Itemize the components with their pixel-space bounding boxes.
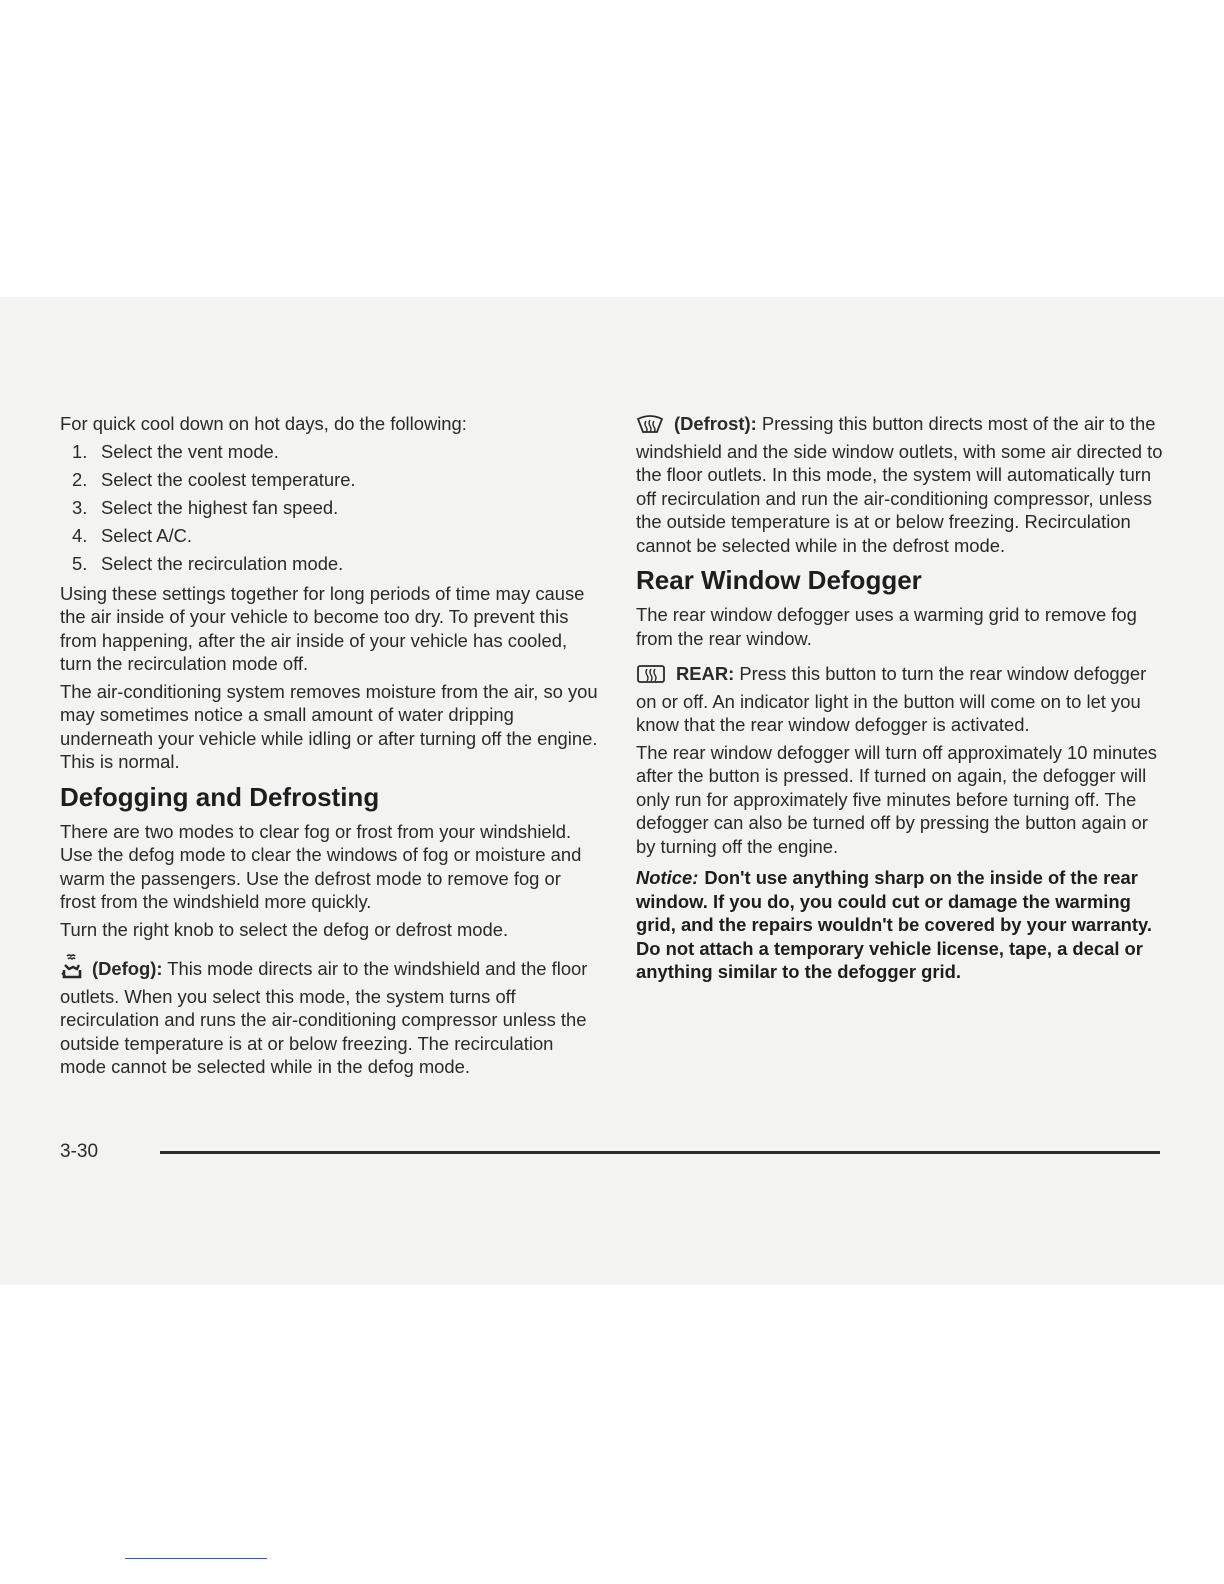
list-item: 3. Select the highest fan speed. (72, 496, 339, 518)
notice-paragraph (636, 866, 1166, 984)
footer-divider (160, 1151, 1160, 1154)
turn-off-paragraph: The rear window defogger will turn off approximately 10 minutes after the button is pressed. If turned on again, the defogger will only run for approximately five minutes before turning off. The defogger can also be turned off by pressing the button again or by turning off the engine. (636, 741, 1157, 857)
page-number: 3-30 (60, 1141, 99, 1162)
defogging-heading: Defogging and Defrosting (60, 781, 380, 812)
defog-description: This mode directs air to the windshield and the floor outlets. When you select this mode, the system turns off recirculation and runs the air-conditioning compressor unless the outside temperature is at or below freezing. The recirculation mode cannot be selected while in the defog mode. (60, 958, 588, 1077)
knob-paragraph: Turn the right knob to select the defog or defrost mode. (60, 918, 509, 940)
right-column (636, 412, 1166, 988)
rear-intro-paragraph: The rear window defogger uses a warming grid to remove fog from the rear window. (636, 604, 1137, 649)
dry-air-paragraph: Using these settings together for long periods of time may cause the air inside of your vehicle to become too dry. To prevent this from happening, after the air inside of your vehicle has cooled, turn the recirculation mode off. (60, 582, 585, 674)
rear-paragraph (636, 662, 1166, 737)
moisture-paragraph: The air-conditioning system removes moisture from the air, so you may sometimes notice a small amount of water dripping underneath your vehicle while idling or after turning off the engine. This is normal. (60, 680, 598, 772)
notice-text: Don't use anything sharp on the inside of the rear window. If you do, you could cut or damage the warming grid, and the repairs wouldn't be covered by your warranty. Do not attach a temporary vehicle license, tape, a decal or anything similar to the defogger grid. (636, 867, 1153, 982)
defrost-term: (Defrost): (674, 413, 757, 434)
list-item: 4. Select A/C. (72, 524, 192, 546)
rear-defogger-icon (636, 664, 666, 690)
cooldown-steps-list (60, 438, 600, 578)
list-item: 1. Select the vent mode. (72, 440, 279, 462)
notice-label: Notice: (636, 867, 699, 888)
list-item: 2. Select the coolest temperature. (72, 468, 356, 490)
list-item: 5. Select the recirculation mode. (72, 552, 344, 574)
defrost-paragraph (636, 412, 1166, 557)
rear-defogger-heading: Rear Window Defogger (636, 565, 922, 595)
defog-term: (Defog): (92, 958, 163, 979)
defog-mode-icon (60, 953, 82, 985)
left-column (60, 412, 600, 1083)
rear-term: REAR: (676, 663, 735, 684)
rear-description: Press this button to turn the rear window defogger on or off. An indicator light in the button will come on to let you know that the rear window defogger is activated. (636, 663, 1147, 735)
intro-text: For quick cool down on hot days, do the following: (60, 413, 467, 434)
modes-paragraph: There are two modes to clear fog or frost from your windshield. Use the defog mode to clear the windows of fog or moisture and warm the passengers. Use the defrost mode to remove fog or frost from the windshield more quickly. (60, 820, 582, 912)
defrost-description: Pressing this button directs most of the air to the windshield and the side window outlets, with some air directed to the floor outlets. In this mode, the system will automatically turn off recirculation and run the air-conditioning compressor, unless the outside temperature is at or below freezing. Recirculation cannot be selected while in the defrost mode. (636, 413, 1163, 556)
defog-paragraph (60, 953, 600, 1079)
defrost-icon (636, 414, 664, 440)
link-underline (125, 1558, 267, 1559)
